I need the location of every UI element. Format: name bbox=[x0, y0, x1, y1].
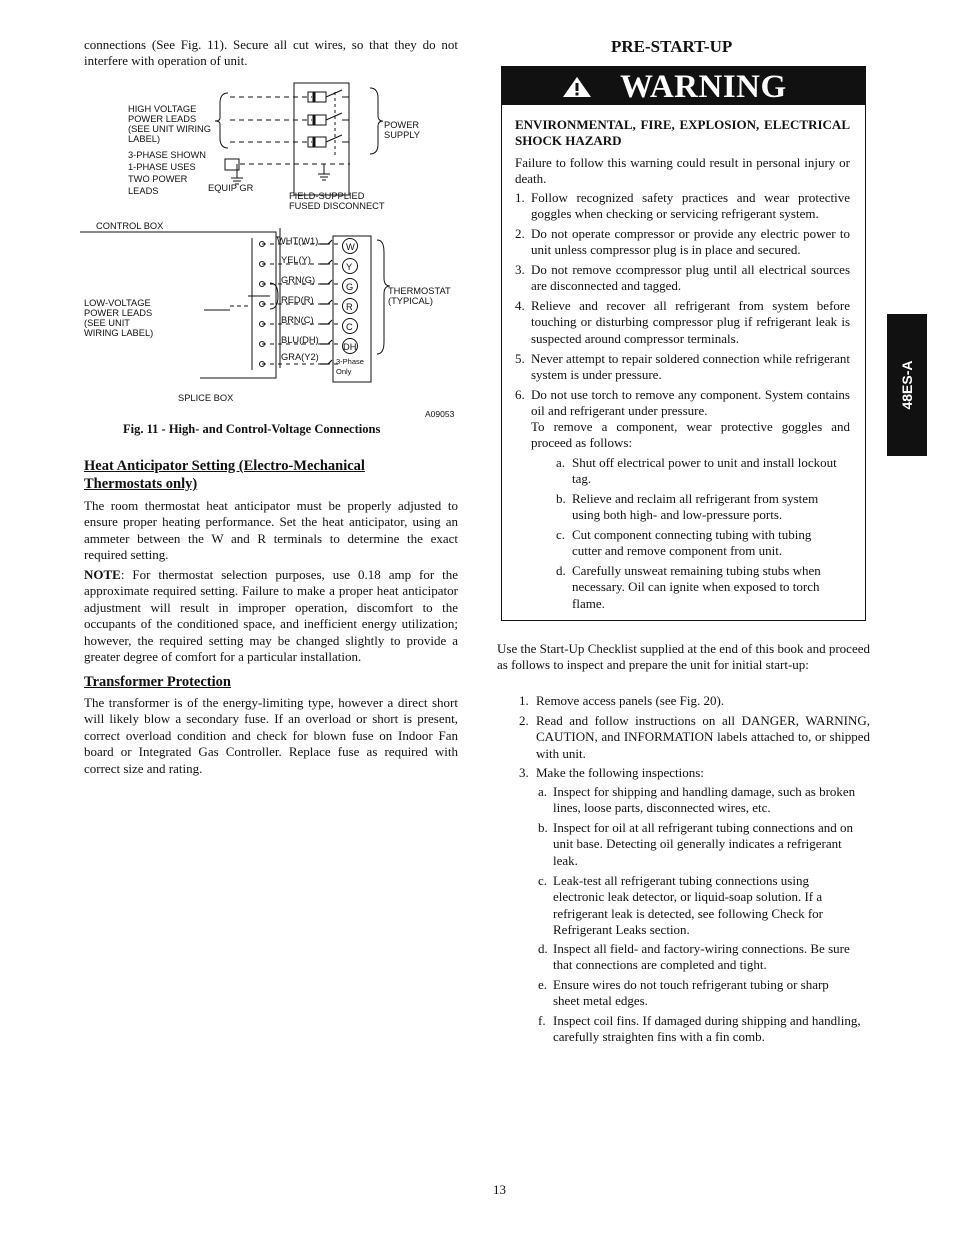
wire-gra: GRA(Y2) bbox=[281, 352, 319, 362]
inspection-num: c. bbox=[538, 873, 548, 888]
warning-item-num: 2. bbox=[515, 226, 525, 241]
step: Remove access panels (see Fig. 20). bbox=[536, 693, 725, 708]
three-phase-only-1: 3-Phase bbox=[336, 357, 364, 366]
inspection: Inspect all field- and factory-wiring connections. Be sure that connections are completed and tight. bbox=[553, 941, 850, 973]
page-number: 13 bbox=[493, 1182, 506, 1197]
inspection-num: b. bbox=[538, 820, 548, 835]
warning-item-num: 5. bbox=[515, 351, 525, 366]
step-num: 2. bbox=[519, 713, 529, 728]
step-num: 1. bbox=[519, 693, 529, 708]
heat-anticipator-heading: Heat Anticipator Setting (Electro-Mechanical Thermostats only) bbox=[84, 458, 365, 492]
terminal-g: G bbox=[346, 282, 354, 292]
inspection-num: d. bbox=[538, 941, 548, 956]
heat-anticipator-paragraph: The room thermostat heat anticipator must be properly adjusted to ensure proper heating performance. Set the heat anticipator, using an ammeter between the W and R terminals to determine the exact required setting. bbox=[84, 498, 458, 563]
wire-brn: BRN(C) bbox=[281, 315, 314, 325]
wire-grn: GRN(G) bbox=[281, 275, 316, 285]
note-text: : For thermostat selection purposes, use 0.18 amp for the approximate required setting. Failure to make a proper heat anticipator adjustment will result in improper operation, discomfort to the occupants of the conditioned space, and inefficient energy utilization; however, the required setting may be changed slightly to provide a greater degree of comfort for a particular installation. bbox=[84, 567, 458, 665]
wire-yel: YEL(Y) bbox=[281, 255, 311, 265]
hv-label-1: HIGH VOLTAGE bbox=[128, 104, 197, 114]
step: Make the following inspections: bbox=[536, 765, 704, 780]
wire-wht: WHT(W1) bbox=[277, 236, 319, 246]
warning-triangle-icon bbox=[562, 76, 592, 98]
inspection: Inspect coil fins. If damaged during shipping and handling, carefully straighten fins with a fin comb. bbox=[553, 1013, 861, 1045]
note-label: NOTE bbox=[84, 567, 121, 582]
pre-start-up-heading: PRE-START-UP bbox=[611, 37, 733, 56]
thermostat-label-2: (TYPICAL) bbox=[388, 296, 433, 306]
hv-label-3: (SEE UNIT WIRING bbox=[128, 124, 211, 134]
wiring-diagram bbox=[80, 78, 470, 424]
warning-item-num: 4. bbox=[515, 298, 525, 313]
warning-subitem: Cut component connecting tubing with tubing cutter and remove component from unit. bbox=[572, 527, 812, 559]
inspection-num: e. bbox=[538, 977, 548, 992]
disconnect-label-2: FUSED DISCONNECT bbox=[289, 201, 385, 211]
tp-label-1: 3-PHASE SHOWN bbox=[128, 150, 207, 160]
lv-label-1: LOW-VOLTAGE bbox=[84, 298, 151, 308]
lv-label-3: (SEE UNIT bbox=[84, 318, 130, 328]
warning-bar bbox=[502, 67, 865, 105]
tp-label-3: TWO POWER bbox=[128, 174, 188, 184]
wire-red: RED(R) bbox=[281, 295, 314, 305]
terminal-dh: DH bbox=[343, 342, 357, 352]
warning-item-num: 6. bbox=[515, 387, 525, 402]
figure-code: A09053 bbox=[425, 409, 455, 419]
inspection-num: a. bbox=[538, 784, 548, 799]
note-paragraph bbox=[84, 567, 458, 665]
lv-label-2: POWER LEADS bbox=[84, 308, 153, 318]
inspection: Ensure wires do not touch refrigerant tubing or sharp sheet metal edges. bbox=[553, 977, 829, 1009]
transformer-heading: Transformer Protection bbox=[84, 674, 231, 690]
splice-box-label: SPLICE BOX bbox=[178, 393, 234, 403]
tp-label-4: LEADS bbox=[128, 186, 159, 196]
intro-paragraph: connections (See Fig. 11). Secure all cut wires, so that they do not interfere with operation of unit. bbox=[84, 37, 458, 69]
lv-label-4: WIRING LABEL) bbox=[84, 328, 154, 338]
warning-item-num: 1. bbox=[515, 190, 525, 205]
three-phase-only-2: Only bbox=[336, 367, 352, 376]
tp-label-2: 1-PHASE USES bbox=[128, 162, 196, 172]
wire-blu: BLU(DH) bbox=[281, 335, 319, 345]
power-supply-label-1: POWER bbox=[384, 120, 420, 130]
power-supply-label-2: SUPPLY bbox=[384, 130, 420, 140]
warning-subitem-num: c. bbox=[556, 527, 566, 542]
warning-subitem-num: a. bbox=[556, 455, 566, 470]
warning-item: Relieve and recover all refrigerant from system before touching or disturbing compressor plug if refrigerant leak is suspected around compressor terminals. bbox=[531, 298, 850, 346]
warning-subitem: Relieve and reclaim all refrigerant from system using both high- and low-pressure ports. bbox=[572, 491, 819, 523]
warning-subitem: Carefully unsweat remaining tubing stubs when necessary. Oil can ignite when exposed to torch flame. bbox=[572, 563, 821, 611]
equip-gr-label: EQUIP GR bbox=[208, 183, 254, 193]
terminal-c: C bbox=[346, 322, 353, 332]
warning-item-6-cont: To remove a component, wear protective goggles and proceed as follows: bbox=[531, 419, 850, 451]
inspection: Inspect for shipping and handling damage, such as broken lines, loose parts, disconnected wires, etc. bbox=[553, 784, 856, 816]
side-tab bbox=[887, 314, 927, 456]
terminal-r: R bbox=[346, 302, 353, 312]
inspection: Inspect for oil at all refrigerant tubing connections and on unit base. Detecting oil generally indicates a refrigerant leak. bbox=[553, 820, 853, 868]
warning-item: Never attempt to repair soldered connection while refrigerant system is under pressure. bbox=[531, 351, 850, 383]
warning-item: Do not remove ccompressor plug until all electrical sources are disconnected and tagged. bbox=[531, 262, 850, 294]
warning-item-num: 3. bbox=[515, 262, 525, 277]
terminal-w: W bbox=[346, 242, 355, 252]
startup-intro: Use the Start-Up Checklist supplied at the end of this book and proceed as follows to inspect and prepare the unit for initial start-up: bbox=[497, 641, 870, 673]
warning-item: Do not operate compressor or provide any electric power to unit unless compressor plug is in place and secured. bbox=[531, 226, 850, 258]
warning-subitem-num: b. bbox=[556, 491, 566, 506]
thermostat-label-1: THERMOSTAT bbox=[388, 286, 451, 296]
warning-hazard: ENVIRONMENTAL, FIRE, EXPLOSION, ELECTRICAL SHOCK HAZARD bbox=[515, 117, 850, 149]
inspection-num: f. bbox=[538, 1013, 546, 1028]
inspection: Leak-test all refrigerant tubing connections using electronic leak detector, or liquid-soap solution. If a refrigerant leak is detected, see following Check for Refrigerant Leaks section. bbox=[553, 873, 823, 938]
control-box-label: CONTROL BOX bbox=[96, 221, 164, 231]
warning-intro: Failure to follow this warning could result in personal injury or death. bbox=[515, 155, 850, 187]
warning-subitem: Shut off electrical power to unit and install lockout tag. bbox=[572, 455, 837, 487]
transformer-paragraph: The transformer is of the energy-limiting type, however a direct short will likely blow a secondary fuse. If an overload or short is present, correct overload condition and check for blown fuse on Indoor Fan board or Integrated Gas Controller. Replace fuse as required with correct size and rating. bbox=[84, 695, 458, 776]
hv-label-4: LABEL) bbox=[128, 134, 161, 144]
terminal-y: Y bbox=[346, 262, 353, 272]
warning-item: Do not use torch to remove any component. System contains oil and refrigerant under pressure. bbox=[531, 387, 850, 419]
warning-subitem-num: d. bbox=[556, 563, 566, 578]
step-num: 3. bbox=[519, 765, 529, 780]
side-tab-label: 48ES-A bbox=[899, 360, 915, 410]
warning-box bbox=[501, 66, 866, 621]
disconnect-label-1: FIELD-SUPPLIED bbox=[289, 191, 365, 201]
figure-caption: Fig. 11 - High- and Control-Voltage Connections bbox=[123, 422, 381, 436]
warning-item: Follow recognized safety practices and wear protective goggles when checking or servicing refrigerant system. bbox=[531, 190, 850, 222]
warning-title: WARNING bbox=[620, 69, 787, 105]
hv-label-2: POWER LEADS bbox=[128, 114, 197, 124]
step: Read and follow instructions on all DANGER, WARNING, CAUTION, and INFORMATION labels attached to, or shipped with unit. bbox=[536, 713, 870, 761]
